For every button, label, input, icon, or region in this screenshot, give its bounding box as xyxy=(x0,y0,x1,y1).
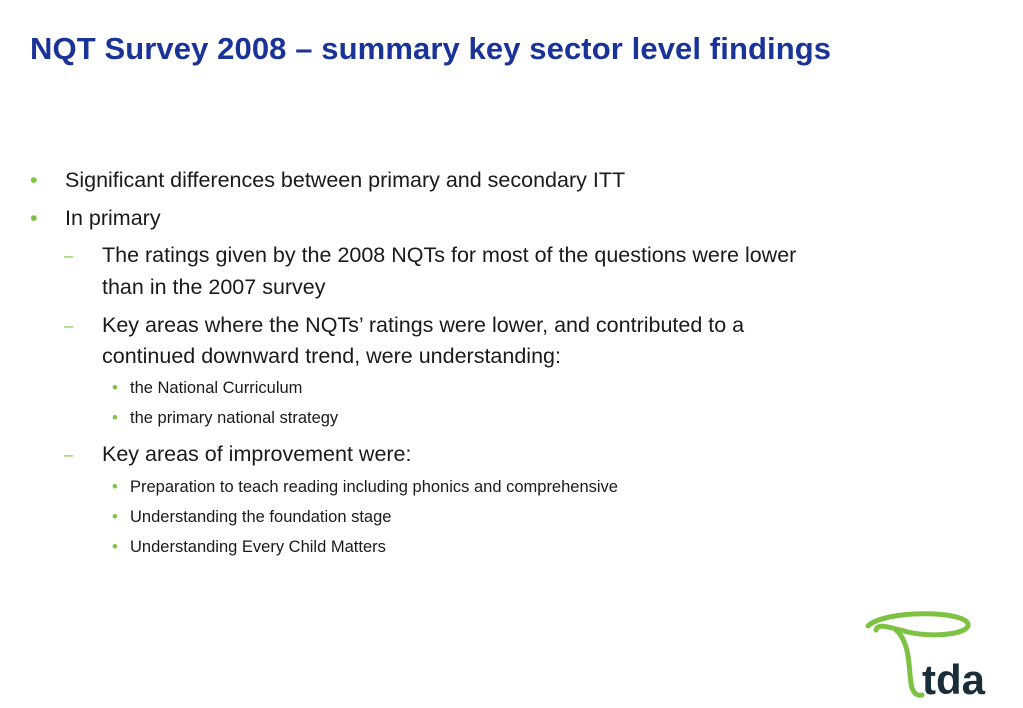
sub-sub-bullet: Understanding the foundation stage xyxy=(130,508,392,526)
sub-bullet-line: Key areas where the NQTs’ ratings were lower, and contributed to a xyxy=(102,313,745,337)
bullet-marker: • xyxy=(112,538,118,556)
dash-marker: – xyxy=(64,317,74,335)
bullet-marker: • xyxy=(112,409,118,427)
bullet-item: Significant differences between primary and secondary ITT xyxy=(65,168,626,192)
bullet-marker: • xyxy=(112,379,118,397)
logo-text: tda xyxy=(922,656,985,703)
bullet-marker: • xyxy=(30,206,38,230)
sub-sub-bullet: the National Curriculum xyxy=(130,379,303,397)
sub-sub-bullet: the primary national strategy xyxy=(130,409,339,427)
slide-title: NQT Survey 2008 – summary key sector level findings xyxy=(30,31,832,66)
dash-marker: – xyxy=(64,446,74,464)
sub-sub-bullet: Understanding Every Child Matters xyxy=(130,538,386,556)
bullet-marker: • xyxy=(112,478,118,496)
sub-sub-bullet: Preparation to teach reading including phonics and comprehensive xyxy=(130,478,618,496)
dash-marker: – xyxy=(64,247,74,265)
bullet-item: In primary xyxy=(65,206,161,230)
tda-logo xyxy=(856,608,1006,703)
bullet-marker: • xyxy=(30,168,38,192)
sub-bullet-line: The ratings given by the 2008 NQTs for most of the questions were lower xyxy=(102,243,797,267)
sub-bullet-line: continued downward trend, were understanding: xyxy=(102,344,561,368)
bullet-marker: • xyxy=(112,508,118,526)
sub-bullet-line: than in the 2007 survey xyxy=(102,275,326,299)
sub-bullet-line: Key areas of improvement were: xyxy=(102,442,412,466)
